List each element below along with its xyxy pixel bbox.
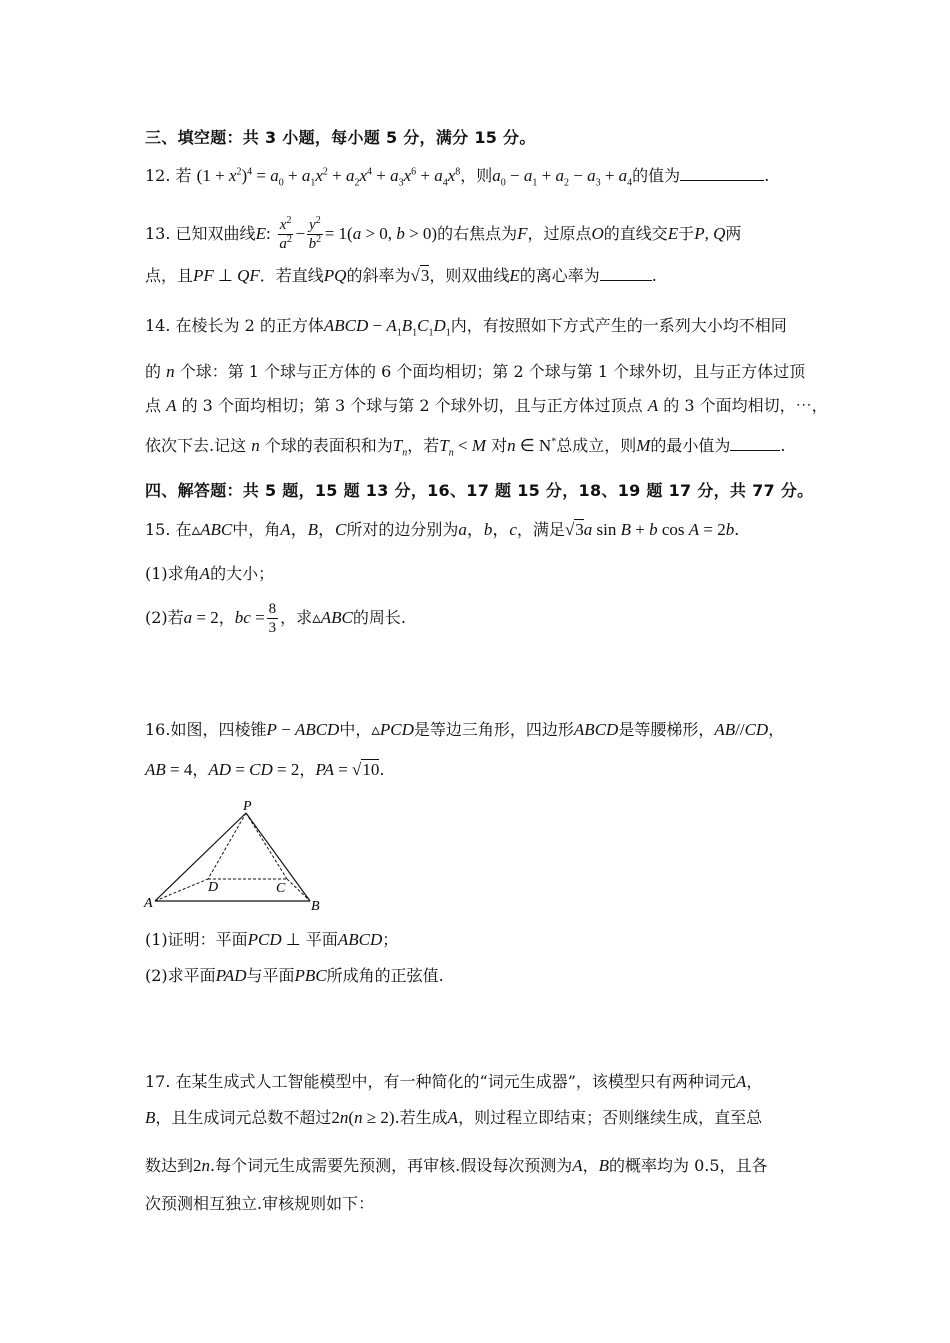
pyramid-figure [140,795,330,915]
question-14-line-4: 依次下去.记这 n 个球的表面积和为$T_n$，若$T_n < M$ 对n ∈ N*总成立，则M的最小值为 . [145,436,786,459]
question-16-line-2: AB = 4，AD = CD = 2，PA = √10. [145,760,385,779]
question-17-line-2: B，且生成词元总数不超过2n(n ≥ 2).若生成A，则过程立即结束；否则继续生成，直至总 [145,1108,763,1127]
question-16-line-1: 16.如图，四棱锥P − ABCD中，▵PCD是等边三角形，四边形ABCD是等腰梯形，AB//CD， [145,720,785,739]
vertex-label-b: B [311,899,320,914]
question-17-line-1: 17. 在某生成式人工智能模型中，有一种简化的“词元生成器”，该模型只有两种词元A， [145,1072,763,1091]
question-15: 15. 在▵ABC中，角A，B，C所对的边分别为a，b，c，满足√3a sin B + b cos A = 2b. [145,520,740,539]
answer-blank[interactable] [600,266,652,281]
q12-expansion: $(1 + x^2)^4 = a_0 + a_1x^2 + a_2x^4 + a_3x^6 + a_4x^8$ [196,166,461,189]
question-14-line-2: 的 n 个球：第 1 个球与正方体的 6 个面均相切；第 2 个球与第 1 个球外切，且与正方体过顶 [145,362,806,381]
vertex-label-c: C [276,881,286,896]
answer-blank[interactable] [730,436,780,451]
section-3-heading: 三、填空题：共 3 小题，每小题 5 分，满分 15 分。 [145,128,536,147]
question-13-line-1: 13. 已知双曲线E: $\frac{x^2}{a^2}$ − $\frac{y^2}{b^2}$ = 1(a > 0, b > 0)的右焦点为F，过原点O的直线交E于P, Q两 [145,215,742,252]
question-15-part-1: (1)求角A的大小； [145,564,275,583]
section-4-heading: 四、解答题：共 5 题，15 题 13 分，16、17 题 15 分，18、19 题 17 分，共 77 分。 [145,481,814,500]
answer-blank[interactable] [680,166,764,181]
question-15-part-2: (2)若a = 2，bc = $\frac{8}{3}$ ，求▵ABC的周长. [145,601,406,636]
question-14-line-1: 14. 在棱长为 2 的正方体ABCD − $A_1B_1C_1D_1$内，有按照如下方式产生的一系列大小均不相同 [145,316,787,339]
q12-number: 12. [145,166,171,185]
vertex-label-a: A [144,896,153,911]
question-12: 12. 若 $(1 + x^2)^4 = a_0 + a_1x^2 + a_2x^4 + a_3x^6 + a_4x^8$，则$a_0 - a_1 + a_2 - a_3 + a_4$的值为 . [145,166,770,189]
vertex-label-p: P [243,799,252,814]
question-14-line-3: 点 A 的 3 个面均相切；第 3 个球与第 2 个球外切，且与正方体过顶点 A 的 3 个面均相切，⋯， [145,396,828,415]
question-17-line-4: 次预测相互独立.审核规则如下： [145,1194,375,1213]
question-16-part-1: (1)证明：平面PCD ⊥ 平面ABCD； [145,930,399,949]
question-13-line-2: 点，且PF ⊥ QF．若直线PQ的斜率为√3，则双曲线E的离心率为 . [145,266,657,285]
question-16-part-2: (2)求平面PAD与平面PBC所成角的正弦值. [145,966,444,985]
question-17-line-3: 数达到2n.每个词元生成需要先预测，再审核.假设每次预测为A，B的概率均为 0.5，且各 [145,1156,768,1175]
vertex-label-d: D [208,880,219,895]
